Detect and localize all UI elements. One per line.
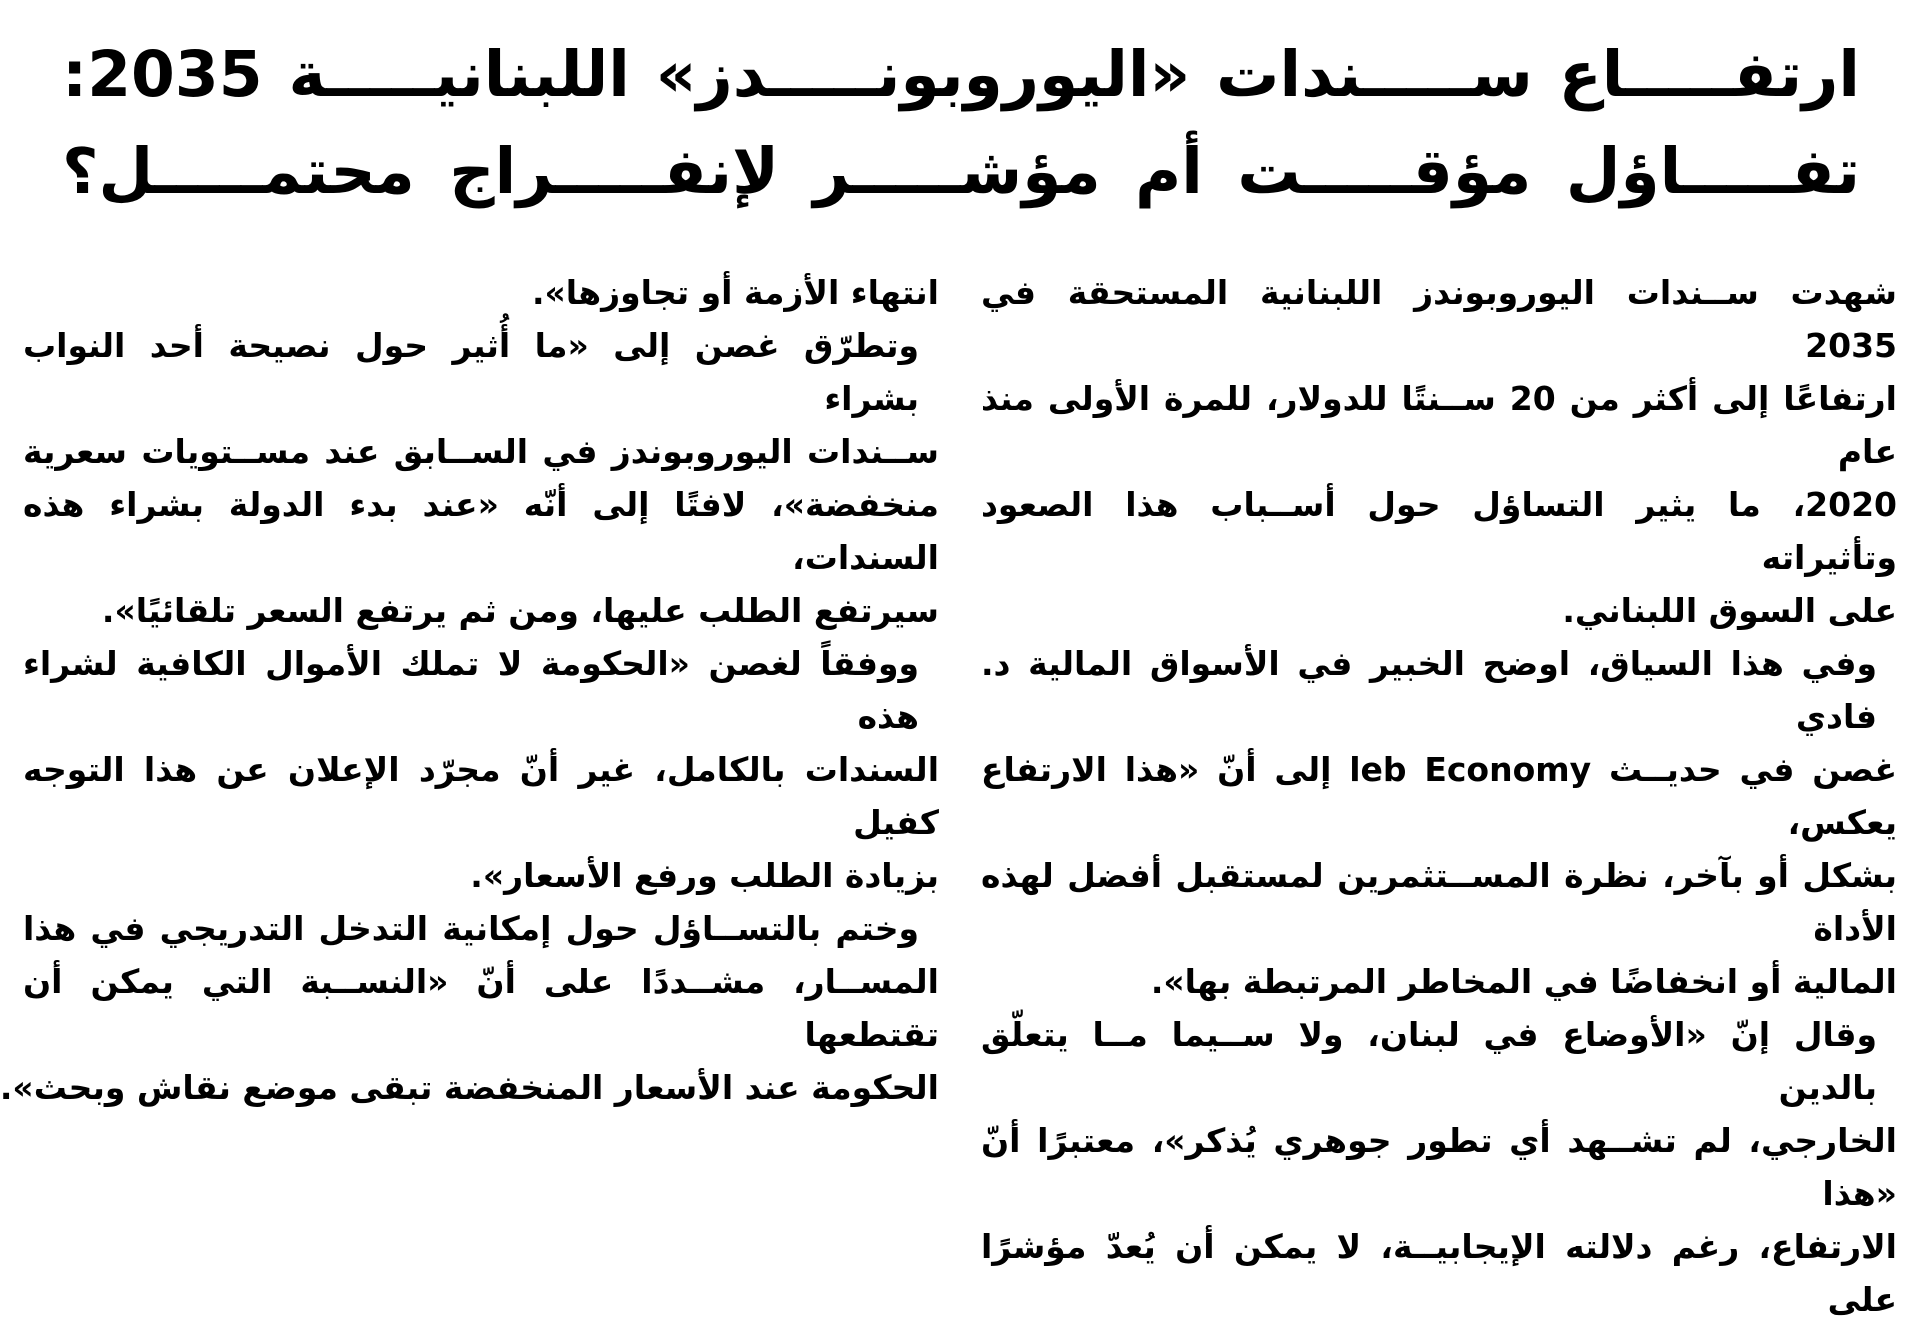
text-line: المالية أو انخفاضًا في المخاطر المرتبطة بها».	[1150, 962, 1897, 1001]
text-line: ارتفاعًا إلى أكثر من 20 ســنتًا للدولار، للمرة الأولى منذ عام	[981, 379, 1897, 471]
text-line: الارتفاع، رغم دلالته الإيجابيــة، لا يمكن أن يُعدّ مؤشرًا على	[981, 1227, 1897, 1319]
headline-line-2: تفـــــاؤل مؤقـــــت أم مؤشـــــر لإنفـــــراج محتمـــــل؟	[62, 135, 1860, 208]
column-left	[0, 266, 939, 1326]
text-line: السندات بالكامل، غير أنّ مجرّد الإعلان عن هذا التوجه كفيل	[23, 750, 939, 842]
text-line: انتهاء الأزمة أو تجاوزها».	[531, 273, 939, 312]
headline	[62, 26, 1860, 220]
text-line: وفي هذا السياق، اوضح الخبير في الأسواق المالية د. فادي	[981, 644, 1877, 736]
text-line: المســار، مشــددًا على أنّ «النســبة التي يمكن أن تقتطعها	[23, 962, 939, 1054]
text-line: منخفضة»، لافتًا إلى أنّه «عند بدء الدولة بشراء هذه السندات،	[23, 485, 939, 577]
text-line: ووفقاً لغصن «الحكومة لا تملك الأموال الكافية لشراء هذه	[23, 644, 919, 736]
text-line: 2020، ما يثير التساؤل حول أســباب هذا الصعود وتأثيراته	[981, 485, 1897, 577]
text-line: بشكل أو بآخر، نظرة المســتثمرين لمستقبل أفضل لهذه الأداة	[981, 856, 1897, 948]
text-line: ســندات اليوروبوندز في الســابق عند مســتويات سعرية	[23, 432, 939, 471]
text-line: وختم بالتســاؤل حول إمكانية التدخل التدريجي في هذا	[23, 909, 919, 948]
text-line: وتطرّق غصن إلى «ما أُثير حول نصيحة أحد النواب بشراء	[23, 326, 919, 418]
text-line: بزيادة الطلب ورفع الأسعار».	[470, 856, 939, 895]
headline-line-1: ارتفـــــاع ســـــندات «اليوروبونـــــدز» اللبنانيـــــة 2035:	[62, 38, 1860, 111]
text-line: الحكومة عند الأسعار المنخفضة تبقى موضع نقاش وبحث».	[0, 1068, 939, 1107]
text-line: وقال إنّ «الأوضاع في لبنان، ولا ســيما مــا يتعلّق بالدين	[981, 1015, 1877, 1107]
article-page	[0, 26, 1918, 1319]
text-line: سيرتفع الطلب عليها، ومن ثم يرتفع السعر تلقائيًا».	[101, 591, 939, 630]
text-line: غصن في حديــث leb Economy إلى أنّ «هذا الارتفاع يعكس،	[981, 750, 1897, 842]
column-right	[981, 266, 1897, 1326]
text-line: على السوق اللبناني.	[1562, 591, 1897, 630]
article-body	[0, 266, 1918, 1326]
text-line: الخارجي، لم تشــهد أي تطور جوهري يُذكر»، معتبرًا أنّ «هذا	[981, 1121, 1897, 1213]
text-line: شهدت ســندات اليوروبوندز اللبنانية المستحقة في 2035	[981, 273, 1897, 365]
